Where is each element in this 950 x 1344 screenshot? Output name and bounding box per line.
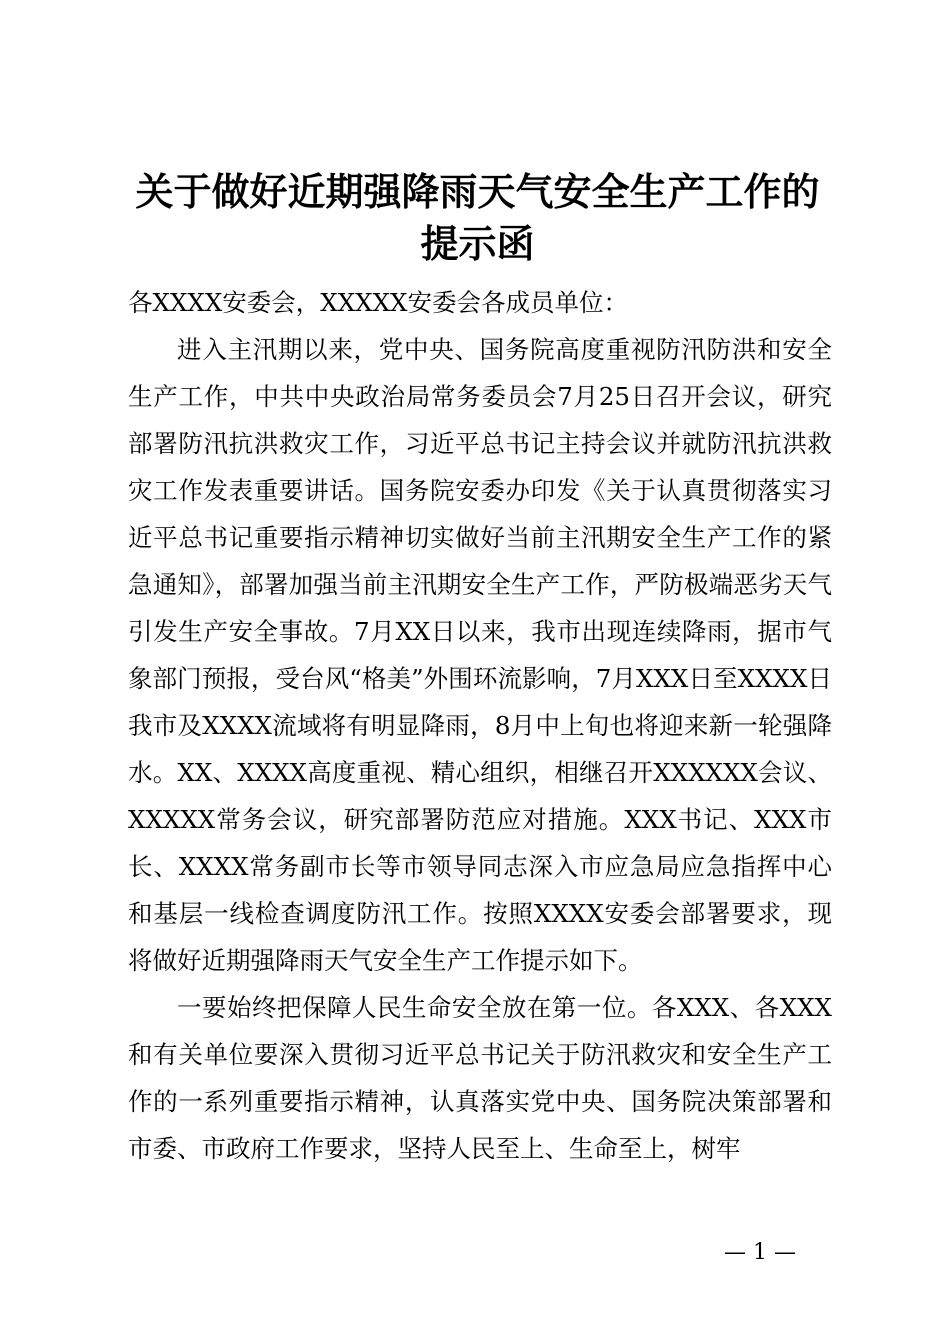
salutation: 各XXXX安委会，XXXXX安委会各成员单位： [128,288,628,317]
document-title: 关于做好近期强降雨天气安全生产工作的提示函 [135,169,820,266]
document-body [128,279,832,1172]
page-number: — 1 — [724,1240,796,1265]
paragraph-intro: 进入主汛期以来，党中央、国务院高度重视防汛防洪和安全生产工作，中共中央政治局常务委员会7月25日召开会议，研究部署防汛抗洪救灾工作，习近平总书记主持会议并就防汛抗洪救灾工作发表重要讲话。国务院安委办印发《关于认真贯彻落实习近平总书记重要指示精神切实做好当前主汛期安全生产工作的紧急通知》，部署加强当前主汛期安全生产工作，严防极端恶劣天气引发生产安全事故。7月XX日以来，我市出现连续降雨，据市气象部门预报，受台风“格美”外围环流影响，7月XXX日至XXXX日我市及XXXX流域将有明显降雨，8月中上旬也将迎来新一轮强降水。XX、XXXX高度重视、精心组织，相继召开XXXXXX会议、XXXXX常务会议，研究部署防范应对措施。XXX书记、XXX市长、XXXX常务副市长等市领导同志深入市应急局应急指挥中心和基层一线检查调度防汛工作。按照XXXX安委会部署要求，现将做好近期强降雨天气安全生产工作提示如下。 [128,335,832,975]
paragraph-point-one: 一要始终把保障人民生命安全放在第一位。各XXX、各XXX和有关单位要深入贯彻习近平总书记关于防汛救灾和安全生产工作的一系列重要指示精神，认真落实党中央、国务院决策部署和市委、市政府工作要求，坚持人民至上、生命至上，树牢 [128,993,832,1163]
